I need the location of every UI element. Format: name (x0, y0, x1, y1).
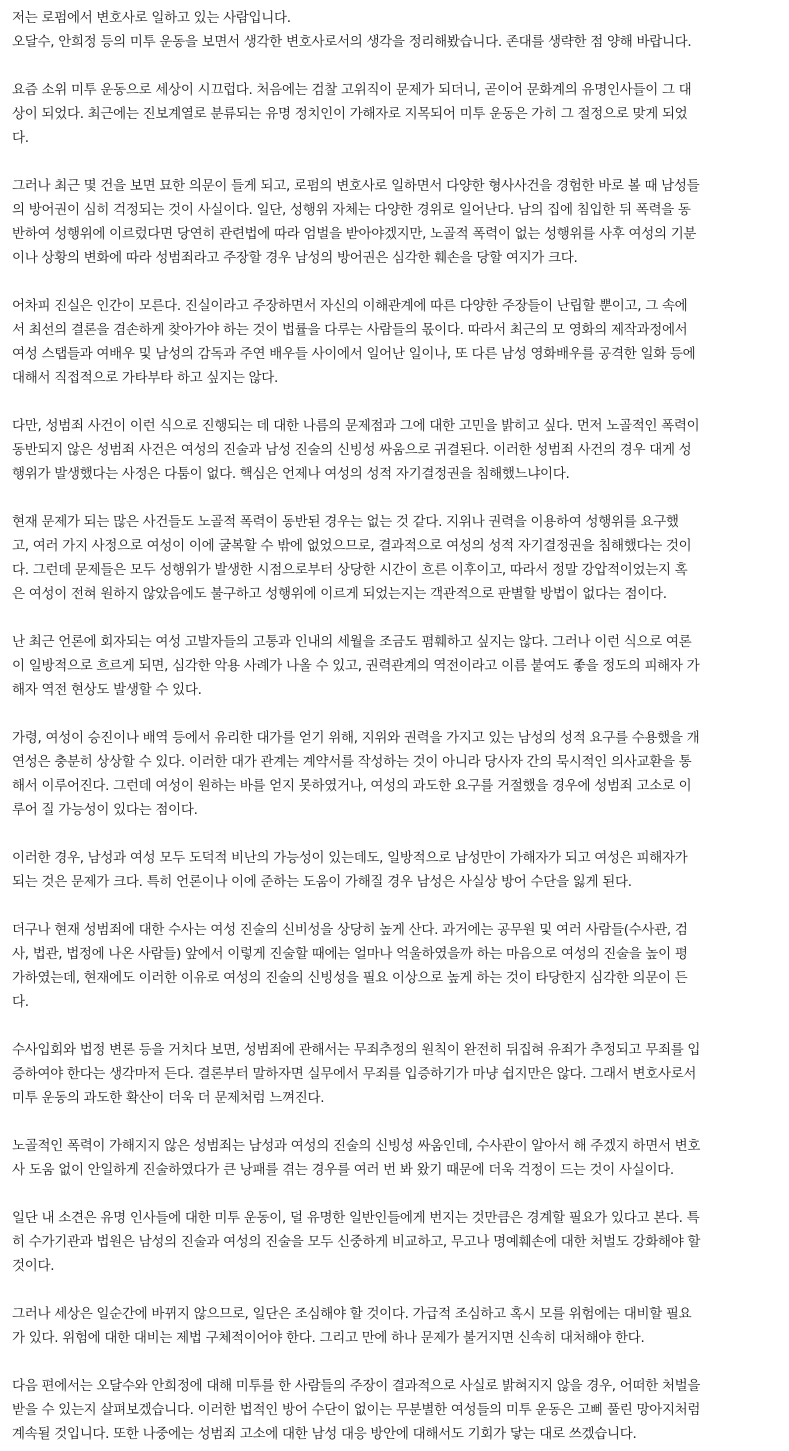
text-line: 히 수가기관과 법원은 남성의 진술과 여성의 진술을 모두 신중하게 비교하고, 무고나 명예훼손에 대한 처벌도 강화해야 할 (12, 1234, 701, 1250)
paragraph (12, 414, 779, 486)
text-line: 해자 역전 현상도 발생할 수 있다. (12, 682, 202, 698)
text-line: 다. 그런데 문제들은 모두 성행위가 발생한 시점으로부터 상당한 시간이 흐른 이후이고, 따라서 정말 강압적이었는지 혹 (12, 562, 688, 578)
text-line: 미투 운동의 과도한 확산이 더욱 더 문제처럼 느껴진다. (12, 1090, 325, 1106)
text-line: 이나 상황의 변화에 따라 성범죄라고 주장할 경우 남성의 방어권은 심각한 훼손을 당할 여지가 크다. (12, 250, 578, 266)
text-line: 것이다. (12, 1258, 55, 1274)
text-line: 서 최선의 결론을 겸손하게 찾아가야 하는 것이 법률을 다루는 사람들의 몫이다. 따라서 최근의 모 영화의 제작과정에서 (12, 322, 688, 338)
paragraph (12, 726, 779, 822)
text-line: 더구나 현재 성범죄에 대한 수사는 여성 진술의 신비성을 상당히 높게 산다. 과거에는 공무원 및 여러 사람들(수사관, 검 (12, 922, 688, 938)
text-line: 의 방어권이 심히 걱정되는 것이 사실이다. 일단, 성행위 자체는 다양한 경위로 일어난다. 남의 집에 침입한 뒤 폭력을 동 (12, 202, 691, 218)
text-line: 반하여 성행위에 이르렀다면 당연히 관련법에 따라 엄벌을 받아야겠지만, 노골적 폭력이 없는 성행위를 사후 여성의 기분 (12, 226, 697, 242)
text-line: 상이 되었다. 최근에는 진보계열로 분류되는 유명 정치인이 가해자로 지목되어 미투 운동은 가히 그 절정으로 맞게 되었 (12, 106, 688, 122)
text-line: 계속될 것입니다. 또한 나중에는 성범죄 고소에 대한 남성 대응 방안에 대해서도 기회가 닿는 대로 쓰겠습니다. (12, 1426, 637, 1442)
text-line: 일단 내 소견은 유명 인사들에 대한 미투 운동이, 덜 유명한 일반인들에게 번지는 것만큼은 경계할 필요가 있다고 본다. 특 (12, 1210, 700, 1226)
text-line: 사, 법관, 법정에 나온 사람들) 앞에서 이렇게 진술할 때에는 얼마나 억울하였을까 하는 마음으로 여성의 진술을 높이 평 (12, 946, 688, 962)
paragraph (12, 510, 779, 606)
text-line: 다음 편에서는 오달수와 안희정에 대해 미투를 한 사람들의 주장이 결과적으로 사실로 밝혀지지 않을 경우, 어떠한 처벌을 (12, 1378, 701, 1394)
text-line: 은 여성이 전혀 원하지 않았음에도 불구하고 성행위에 이르게 되었는지는 객관적으로 판별할 방법이 없다는 점이다. (12, 586, 667, 602)
paragraph (12, 78, 779, 150)
text-line: 그러나 최근 몇 건을 보면 묘한 의문이 들게 되고, 로펌의 변호사로 일하면서 다양한 형사사건을 경험한 바로 볼 때 남성들 (12, 178, 700, 194)
text-line: 사 도움 없이 안일하게 진술하였다가 큰 낭패를 겪는 경우를 여러 번 봐 왔기 때문에 더욱 걱정이 드는 것이 사실이다. (12, 1162, 674, 1178)
paragraph (12, 294, 779, 390)
text-line: 고, 여러 가지 사정으로 여성이 이에 굴복할 수 밖에 없었으므로, 결과적으로 여성의 성적 자기결정권을 침해했다는 것이 (12, 538, 692, 554)
text-line: 다만, 성범죄 사건이 이런 식으로 진행되는 데 대한 나름의 문제점과 그에 대한 고민을 밝히고 싶다. 먼저 노골적인 폭력이 (12, 418, 700, 434)
text-line: 다. (12, 994, 29, 1010)
text-line: 노골적인 폭력이 가해지지 않은 성범죄는 남성과 여성의 진술의 신빙성 싸움인데, 수사관이 알아서 해 주겠지 하면서 변호 (12, 1138, 701, 1154)
text-line: 증하여야 한다는 생각마저 든다. 결론부터 말하자면 실무에서 무죄를 입증하기가 마냥 쉽지만은 않다. 그래서 변호사로서 (12, 1066, 697, 1082)
text-line: 난 최근 언론에 회자되는 여성 고발자들의 고통과 인내의 세월을 조금도 폄훼하고 싶지는 않다. 그러나 이런 식으로 여론 (12, 634, 692, 650)
text-line: 현재 문제가 되는 많은 사건들도 노골적 폭력이 동반된 경우는 없는 것 같다. 지위나 권력을 이용하여 성행위를 요구했 (12, 514, 679, 530)
paragraph (12, 630, 779, 702)
paragraph (12, 6, 779, 54)
text-line: 어차피 진실은 인간이 모른다. 진실이라고 주장하면서 자신의 이해관계에 따른 다양한 주장들이 난립할 뿐이고, 그 속에 (12, 298, 688, 314)
text-line: 저는 로펌에서 변호사로 일하고 있는 사람입니다. (12, 10, 291, 26)
text-line: 대해서 직접적으로 가타부타 하고 싶지는 않다. (12, 370, 279, 386)
paragraph (12, 1206, 779, 1278)
paragraph (12, 1038, 779, 1110)
text-line: 다. (12, 130, 29, 146)
text-line: 가하였는데, 현재에도 이러한 이유로 여성의 진술의 신빙성을 필요 이상으로 높게 하는 것이 타당한지 심각한 의문이 든 (12, 970, 688, 986)
paragraph (12, 1134, 779, 1182)
text-line: 그러나 세상은 일순간에 바뀌지 않으므로, 일단은 조심해야 할 것이다. 가급적 조심하고 혹시 모를 위험에는 대비할 필요 (12, 1306, 692, 1322)
text-line: 오달수, 안희정 등의 미투 운동을 보면서 생각한 변호사로서의 생각을 정리해봤습니다. 존대를 생략한 점 양해 바랍니다. (12, 34, 692, 50)
paragraph (12, 918, 779, 1014)
text-line: 받을 수 있는지 살펴보겠습니다. 이러한 법적인 방어 수단이 없이는 무분별한 여성들의 미투 운동은 고삐 풀린 망아지처럼 (12, 1402, 701, 1418)
paragraph (12, 1302, 779, 1350)
paragraph (12, 846, 779, 894)
text-line: 여성 스탭들과 여배우 및 남성의 감독과 주연 배우들 사이에서 일어난 일이나, 또 다른 남성 영화배우를 공격한 일화 등에 (12, 346, 696, 362)
paragraph (12, 174, 779, 270)
text-line: 이 일방적으로 흐르게 되면, 심각한 악용 사례가 나올 수 있고, 권력관계의 역전이라고 이름 붙여도 좋을 정도의 피해자 가 (12, 658, 700, 674)
text-line: 수사입회와 법정 변론 등을 거치다 보면, 성범죄에 관해서는 무죄추정의 원칙이 완전히 뒤집혀 유죄가 추정되고 무죄를 입 (12, 1042, 701, 1058)
text-line: 요즘 소위 미투 운동으로 세상이 시끄럽다. 처음에는 검찰 고위직이 문제가 되더니, 곧이어 문화계의 유명인사들이 그 대 (12, 82, 692, 98)
text-line: 해서 이루어진다. 그런데 여성이 원하는 바를 얻지 못하였거나, 여성의 과도한 요구를 거절했을 경우에 성범죄 고소로 이 (12, 778, 692, 794)
text-line: 연성은 충분히 상상할 수 있다. 이러한 대가 관계는 계약서를 작성하는 것이 아니라 당사자 간의 묵시적인 의사교환을 통 (12, 754, 692, 770)
text-line: 행위가 발생했다는 사정은 다툼이 없다. 핵심은 언제나 여성의 성적 자기결정권을 침해했느냐이다. (12, 466, 570, 482)
paragraph (12, 1374, 779, 1446)
text-line: 가 있다. 위험에 대한 대비는 제법 구체적이어야 한다. 그리고 만에 하나 문제가 불거지면 신속히 대처해야 한다. (12, 1330, 645, 1346)
text-line: 가령, 여성이 승진이나 배역 등에서 유리한 대가를 얻기 위해, 지위와 권력을 가지고 있는 남성의 성적 요구를 수용했을 개 (12, 730, 700, 746)
text-line: 이러한 경우, 남성과 여성 모두 도덕적 비난의 가능성이 있는데도, 일방적으로 남성만이 가해자가 되고 여성은 피해자가 (12, 850, 688, 866)
text-line: 동반되지 않은 성범죄 사건은 여성의 진술과 남성 진술의 신빙성 싸움으로 귀결된다. 이러한 성범죄 사건의 경우 대게 성 (12, 442, 692, 458)
text-line: 루어 질 가능성이 있다는 점이다. (12, 802, 198, 818)
text-line: 되는 것은 문제가 크다. 특히 언론이나 이에 준하는 도움이 가해질 경우 남성은 사실상 방어 수단을 잃게 된다. (12, 874, 632, 890)
